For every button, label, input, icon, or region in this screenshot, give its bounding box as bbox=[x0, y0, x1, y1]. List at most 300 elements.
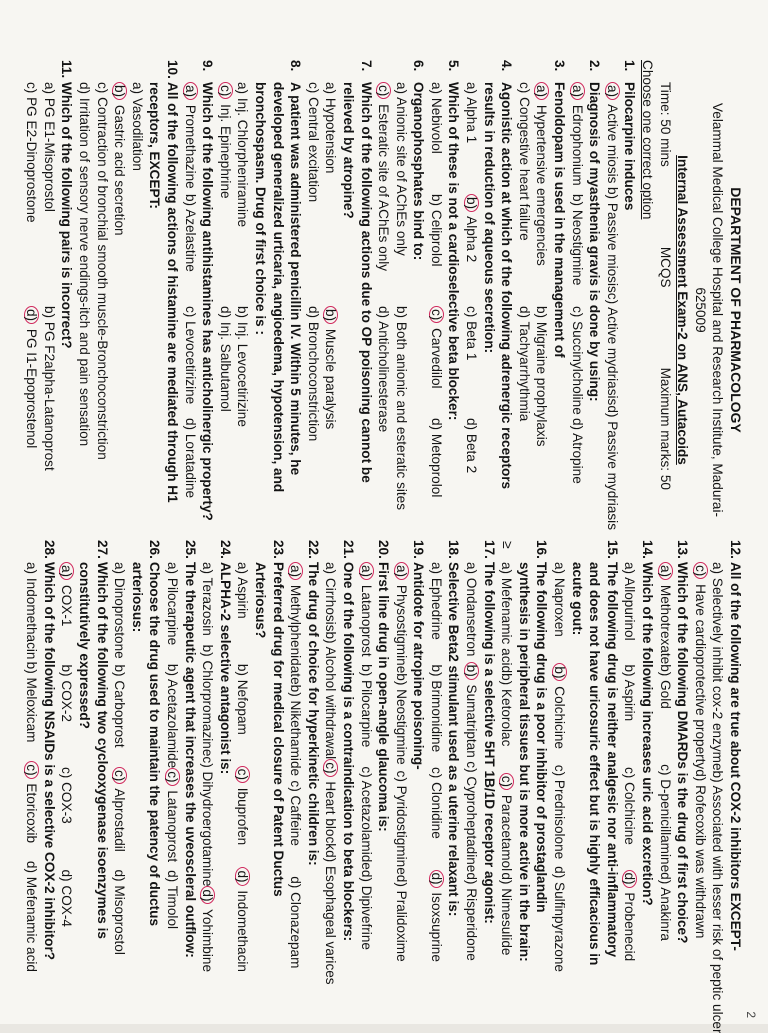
option bbox=[691, 562, 709, 769]
option-text: Anakinra bbox=[657, 887, 673, 941]
question-item bbox=[603, 60, 638, 530]
option bbox=[287, 562, 305, 685]
page-number: 2 bbox=[744, 1011, 758, 1018]
question-line bbox=[40, 540, 58, 972]
option bbox=[234, 867, 252, 972]
option-text: Carboprost bbox=[112, 680, 128, 748]
option-text: Gold bbox=[657, 680, 673, 709]
option-text: Timolol bbox=[165, 885, 180, 930]
question-line bbox=[674, 540, 692, 972]
option bbox=[111, 870, 129, 973]
option bbox=[392, 562, 410, 673]
question-number: 16. bbox=[534, 540, 550, 559]
option-text: COX-2 bbox=[59, 680, 75, 722]
option-text: Isoxsuprine bbox=[428, 892, 444, 962]
option-text: Azelastine bbox=[182, 209, 198, 272]
option-text: Meloxicam bbox=[24, 677, 40, 743]
option bbox=[304, 82, 322, 306]
option-label: a) bbox=[428, 562, 444, 575]
option bbox=[163, 870, 181, 972]
option bbox=[40, 82, 58, 306]
question-line bbox=[410, 60, 428, 530]
question-text: The drug of choice for hyperkinetic children is: bbox=[305, 562, 321, 866]
option-label: d) bbox=[604, 405, 620, 418]
option-text: Hypotension bbox=[323, 97, 339, 174]
option-label: a) bbox=[499, 562, 515, 575]
question-line bbox=[621, 60, 639, 530]
question-item bbox=[304, 60, 374, 530]
options bbox=[199, 540, 217, 972]
option-text: Physostigmine bbox=[393, 584, 409, 674]
option-text: Beta 1 bbox=[464, 321, 480, 361]
option-row bbox=[656, 562, 674, 972]
question-item bbox=[427, 540, 462, 972]
option bbox=[322, 850, 340, 985]
option-text: Allopurinol bbox=[622, 577, 638, 641]
option bbox=[111, 82, 129, 530]
option-label: c) bbox=[552, 764, 568, 777]
option-label: a) bbox=[235, 562, 251, 575]
option-label: c) bbox=[569, 306, 585, 318]
answer-circle: c) bbox=[24, 761, 39, 778]
option-text: Sulfinpyrazone bbox=[552, 882, 568, 972]
question-text: One of the following is a contraindication to beta blockers: bbox=[340, 562, 356, 942]
college-name: Velammal Medical College Hospital and Research Institute, Madurai-625009 bbox=[692, 102, 726, 518]
option bbox=[375, 306, 393, 530]
question-item bbox=[322, 540, 357, 985]
answer-circle: c) bbox=[112, 767, 127, 784]
option-text: PG E1-Misoprostol bbox=[41, 97, 57, 212]
option-row bbox=[234, 562, 252, 972]
option-text: Acetazolamide bbox=[165, 679, 180, 769]
option-label: c) bbox=[200, 756, 216, 768]
option bbox=[357, 664, 375, 766]
question-item bbox=[515, 60, 568, 530]
question-number: 6. bbox=[411, 60, 427, 72]
option-row bbox=[181, 82, 199, 530]
option-text: Colchicine bbox=[552, 686, 568, 749]
question-item bbox=[568, 60, 603, 530]
option bbox=[621, 767, 639, 870]
option-text: Anionic site of AChEs only bbox=[393, 97, 409, 256]
option-label: d) bbox=[464, 418, 480, 431]
option-row bbox=[234, 82, 252, 530]
option bbox=[621, 870, 639, 973]
option bbox=[23, 562, 41, 662]
question-item bbox=[234, 540, 287, 972]
exam-header bbox=[674, 90, 744, 530]
option-label: b) bbox=[288, 684, 304, 697]
option-label: d) bbox=[59, 869, 75, 882]
option-label: c) bbox=[59, 767, 75, 779]
question-number: 20. bbox=[376, 540, 392, 559]
answer-circle: d) bbox=[200, 886, 215, 904]
option-text: Neostigmine bbox=[393, 689, 409, 765]
question-item bbox=[58, 540, 111, 972]
option-label: d) bbox=[288, 876, 304, 889]
option bbox=[621, 562, 639, 665]
answer-circle: b) bbox=[552, 663, 567, 681]
option bbox=[40, 306, 58, 530]
option-label: a) bbox=[323, 82, 339, 95]
answer-circle: c) bbox=[693, 562, 708, 579]
question-number: 27. bbox=[94, 540, 110, 559]
option-text: Sumatriptan bbox=[464, 684, 480, 758]
option-text: Pilocarpine bbox=[165, 577, 180, 646]
pen-mark: ≥ bbox=[500, 541, 516, 549]
option bbox=[709, 771, 727, 1033]
option bbox=[392, 673, 410, 770]
right-column bbox=[23, 540, 744, 1033]
option-text: Latanoprost bbox=[358, 584, 374, 657]
option bbox=[427, 82, 445, 194]
question-text: Which of the following increases uric acid excretion? bbox=[640, 562, 656, 906]
exam-marks: Maximum marks: 50 bbox=[657, 367, 673, 490]
option-label: b) bbox=[569, 194, 585, 207]
option-row bbox=[463, 82, 481, 530]
option bbox=[603, 82, 621, 187]
question-text: Which of the following pairs is incorrect? bbox=[59, 82, 75, 349]
option-label: a) bbox=[710, 562, 726, 575]
option-text: D-penicillamine bbox=[657, 779, 673, 873]
option-label: d) bbox=[77, 82, 93, 95]
answer-circle: c) bbox=[165, 768, 180, 785]
options bbox=[515, 60, 550, 530]
question-text: Agonistic action at which of the following adrenergic receptors results in reduction of aqueous secretion: bbox=[481, 82, 515, 490]
option-label: c) bbox=[604, 292, 620, 305]
option bbox=[199, 756, 217, 886]
option bbox=[287, 685, 305, 781]
question-item bbox=[181, 60, 216, 530]
option-label: d) bbox=[516, 306, 532, 319]
answer-circle: d) bbox=[235, 867, 250, 885]
option-text: Carvedilol bbox=[428, 328, 444, 389]
question-number: 17. bbox=[481, 540, 497, 559]
option-row bbox=[163, 562, 181, 972]
option-text: Pyridostigmine bbox=[393, 785, 409, 875]
question-line bbox=[515, 540, 550, 972]
option bbox=[463, 306, 481, 418]
option-text: Methotrexate bbox=[657, 584, 673, 665]
question-number: 25. bbox=[182, 540, 198, 559]
option-text: Brimonidine bbox=[428, 680, 444, 753]
option bbox=[181, 82, 199, 194]
options bbox=[304, 60, 339, 530]
options bbox=[58, 540, 76, 972]
option-text: Mefenamic acid bbox=[499, 577, 515, 674]
option-row bbox=[427, 82, 445, 530]
option-text: Nefopam bbox=[235, 679, 251, 735]
question-number: 10. bbox=[165, 60, 180, 79]
option bbox=[550, 663, 568, 764]
option-text: Neostigmine bbox=[569, 209, 585, 286]
option bbox=[93, 82, 111, 530]
question-line bbox=[726, 540, 744, 972]
option-text: Beta 2 bbox=[464, 433, 480, 474]
option-row bbox=[357, 562, 375, 972]
option bbox=[234, 306, 252, 530]
option-row bbox=[128, 82, 146, 530]
options bbox=[234, 540, 252, 972]
options bbox=[322, 540, 340, 985]
option-row bbox=[58, 562, 76, 972]
option bbox=[58, 767, 76, 870]
option-label: b) bbox=[24, 661, 40, 674]
option-text: Muscle paralysis bbox=[323, 328, 339, 430]
options bbox=[463, 540, 481, 972]
option-text: Nebivolol bbox=[428, 97, 444, 154]
option bbox=[128, 82, 146, 530]
option-text: Passive mydriasis bbox=[604, 421, 620, 530]
option-text: Ketorolac bbox=[499, 688, 515, 747]
option-row bbox=[322, 82, 340, 530]
option-text: Bronchoconstriction bbox=[305, 321, 321, 442]
option-label: b) bbox=[428, 194, 444, 207]
options bbox=[550, 540, 568, 972]
question-line bbox=[410, 540, 428, 972]
option-text: Etoricoxib bbox=[24, 783, 40, 844]
question-line bbox=[445, 540, 463, 972]
question-line bbox=[638, 540, 656, 972]
option-text: Vasodilation bbox=[129, 97, 145, 171]
option-text: Ibuprofen bbox=[235, 787, 251, 846]
option-text: Prednisolone bbox=[552, 779, 568, 860]
option-text: Inj. Epinephrine bbox=[217, 104, 233, 199]
option-text: Esophageal varices bbox=[323, 865, 339, 985]
option-label: d) bbox=[112, 869, 128, 882]
instruction: Choose one correct option bbox=[640, 60, 656, 220]
question-item bbox=[163, 540, 198, 972]
question-text: All of the following are true about COX-2 inhibitors EXCEPT- bbox=[728, 562, 743, 951]
option bbox=[568, 418, 586, 530]
option-text: Clonidine bbox=[428, 782, 444, 839]
option-text: Edrophonium bbox=[569, 104, 585, 186]
option-row bbox=[111, 82, 129, 530]
option-text: Nikethamide bbox=[288, 700, 304, 777]
option bbox=[550, 866, 568, 972]
option-text: Aspirin bbox=[622, 679, 638, 722]
option-label: a) bbox=[235, 82, 251, 95]
option bbox=[603, 405, 621, 530]
answer-circle: a) bbox=[534, 82, 549, 100]
option-text: Pralidoxime bbox=[393, 890, 409, 962]
option-text: Migraine prophylaxis bbox=[534, 321, 550, 447]
question-text: The following drug is a poor inhibitor of prostaglandin synthesis in peripheral tissues but is more active in the brain: bbox=[516, 562, 550, 962]
exam-time: Time: 50 mins bbox=[657, 82, 673, 167]
option-label: b) bbox=[534, 306, 550, 319]
option-text: Anticholinesterase bbox=[376, 321, 392, 433]
option-text: Hypertensive emergencies bbox=[534, 104, 550, 266]
option-row bbox=[23, 562, 41, 972]
option-label: c) bbox=[393, 770, 409, 782]
option-text: Alprostadil bbox=[112, 788, 128, 852]
answer-circle: a) bbox=[59, 562, 74, 580]
options bbox=[427, 540, 445, 972]
option-label: d) bbox=[499, 872, 515, 885]
option-label: b) bbox=[393, 673, 409, 686]
question-number: 15. bbox=[604, 540, 620, 559]
option-text: Ephedrine bbox=[428, 577, 444, 640]
question-text: Which of the following two cyclooxygenase isoenzymes is constitutively expressed? bbox=[77, 562, 110, 939]
option-text: Dipivefrine bbox=[358, 885, 374, 950]
option bbox=[163, 664, 181, 768]
option-text: Congestive heart failure bbox=[516, 97, 532, 241]
option bbox=[181, 306, 199, 418]
option-text: Alpha 2 bbox=[464, 216, 480, 263]
option bbox=[322, 632, 340, 760]
options bbox=[23, 60, 58, 530]
option bbox=[427, 306, 445, 418]
option bbox=[498, 562, 516, 673]
option bbox=[23, 861, 41, 972]
question-item bbox=[287, 540, 322, 972]
option-row bbox=[287, 562, 305, 972]
option-text: Have cardioprotective property bbox=[692, 584, 708, 770]
option bbox=[322, 82, 340, 306]
question-text: A patient was administered penicillin IV. Within 5 minutes, he developed generalized urticaria, angioedema, hypotension, and bronchospasm. Drug of first choice is : bbox=[252, 82, 304, 493]
question-line bbox=[251, 540, 286, 972]
answer-circle: a) bbox=[570, 82, 585, 100]
question-item bbox=[427, 60, 462, 530]
option-label: c) bbox=[182, 306, 198, 318]
option-label: d) bbox=[428, 418, 444, 431]
answer-circle: b) bbox=[323, 306, 338, 324]
option-label: d) bbox=[217, 306, 233, 319]
option-label: b) bbox=[604, 187, 620, 200]
exam-title: Internal Assessment Exam-2 on ANS, Autacoids bbox=[675, 155, 691, 465]
option bbox=[568, 306, 586, 418]
option bbox=[656, 664, 674, 764]
option-label: b) bbox=[182, 194, 198, 207]
option-label: d) bbox=[182, 418, 198, 431]
question-line bbox=[480, 540, 498, 972]
option bbox=[568, 194, 586, 306]
option-row bbox=[23, 82, 41, 530]
option bbox=[427, 767, 445, 870]
option-label: c) bbox=[657, 764, 673, 776]
question-text: Preferred drug for medical closure of Patent Ductus Arteriosus? bbox=[252, 562, 286, 897]
option-label: c) bbox=[358, 766, 374, 778]
option-row bbox=[533, 82, 551, 530]
option-row bbox=[322, 562, 340, 985]
option-label: a) bbox=[129, 82, 145, 95]
option-label: a) bbox=[552, 562, 568, 575]
option-row bbox=[603, 82, 621, 530]
option-label: b) bbox=[59, 664, 75, 677]
option-text: Gastric acid secretion bbox=[112, 104, 128, 236]
option bbox=[23, 306, 41, 530]
question-number: 28. bbox=[41, 540, 57, 559]
question-text: Choose the drug used to maintain the patency of ductus arteriosus: bbox=[129, 562, 163, 927]
option-label: d) bbox=[393, 874, 409, 887]
option bbox=[58, 870, 76, 973]
option bbox=[75, 82, 93, 530]
option bbox=[322, 306, 340, 530]
question-number: 23. bbox=[270, 540, 286, 559]
question-item bbox=[621, 540, 656, 972]
option-label: b) bbox=[657, 664, 673, 677]
option-label: b) bbox=[499, 673, 515, 686]
option-text: Dihydroergotamine bbox=[200, 771, 216, 887]
option bbox=[621, 665, 639, 768]
option-label: d) bbox=[305, 306, 321, 319]
question-item bbox=[375, 60, 428, 530]
option bbox=[656, 872, 674, 972]
option bbox=[603, 187, 621, 293]
option-text: Central excitation bbox=[305, 97, 321, 203]
option-text: Active miosis bbox=[604, 104, 620, 184]
option bbox=[58, 562, 76, 665]
options bbox=[621, 540, 639, 972]
option bbox=[427, 665, 445, 768]
option-text: Inj. Chlorpheniramine bbox=[235, 97, 251, 228]
option bbox=[515, 82, 533, 306]
option-text: Methylphenidate bbox=[288, 584, 304, 685]
option-text: Clonazepam bbox=[288, 892, 304, 969]
question-line bbox=[128, 540, 163, 972]
answer-circle: a) bbox=[288, 562, 303, 580]
question-number: 3. bbox=[552, 60, 568, 72]
question-line bbox=[586, 60, 604, 530]
options bbox=[498, 540, 516, 972]
option bbox=[287, 876, 305, 972]
option bbox=[463, 872, 481, 972]
option-text: Selectively inhibit cox-2 enzyme bbox=[710, 577, 726, 771]
option-label: b) bbox=[622, 664, 638, 677]
option-label: c) bbox=[24, 82, 40, 94]
question-item bbox=[216, 60, 304, 530]
option-row bbox=[75, 82, 93, 530]
question-number: 2. bbox=[587, 60, 603, 72]
option bbox=[199, 562, 217, 645]
question-line bbox=[550, 60, 568, 530]
question-text: The following is a selective 5HT 1B/1D receptor agonist: bbox=[481, 562, 497, 924]
question-line bbox=[181, 540, 199, 972]
options bbox=[75, 60, 145, 530]
question-item bbox=[392, 540, 427, 972]
option-label: b) bbox=[235, 663, 251, 676]
option-label: d) bbox=[358, 869, 374, 882]
answer-circle: d) bbox=[622, 870, 637, 888]
option bbox=[58, 665, 76, 768]
options bbox=[23, 540, 41, 972]
option bbox=[322, 759, 340, 850]
option-row bbox=[463, 562, 481, 972]
option-label: b) bbox=[235, 306, 251, 319]
option-label: c) bbox=[622, 767, 638, 779]
question-text: Which of the following DMARDs is the drug of first choice? bbox=[675, 562, 691, 944]
question-number: 22. bbox=[305, 540, 321, 559]
question-number: 14. bbox=[640, 540, 656, 559]
option bbox=[304, 306, 322, 530]
options bbox=[375, 60, 410, 530]
question-item bbox=[656, 540, 691, 972]
option-label: c) bbox=[464, 761, 480, 773]
answer-circle: a) bbox=[359, 562, 374, 580]
option-label: d) bbox=[552, 866, 568, 879]
option bbox=[498, 673, 516, 773]
option-label: b) bbox=[165, 663, 180, 676]
option bbox=[463, 418, 481, 530]
department-title: DEPARTMENT OF PHARMACOLOGY bbox=[728, 187, 744, 433]
question-item bbox=[357, 540, 392, 972]
option-text: Dinoprostone bbox=[112, 577, 128, 659]
option-text: COX-4 bbox=[59, 885, 75, 927]
options bbox=[111, 540, 129, 972]
question-number: 9. bbox=[200, 60, 216, 72]
option bbox=[111, 767, 129, 870]
question-item bbox=[23, 540, 58, 972]
